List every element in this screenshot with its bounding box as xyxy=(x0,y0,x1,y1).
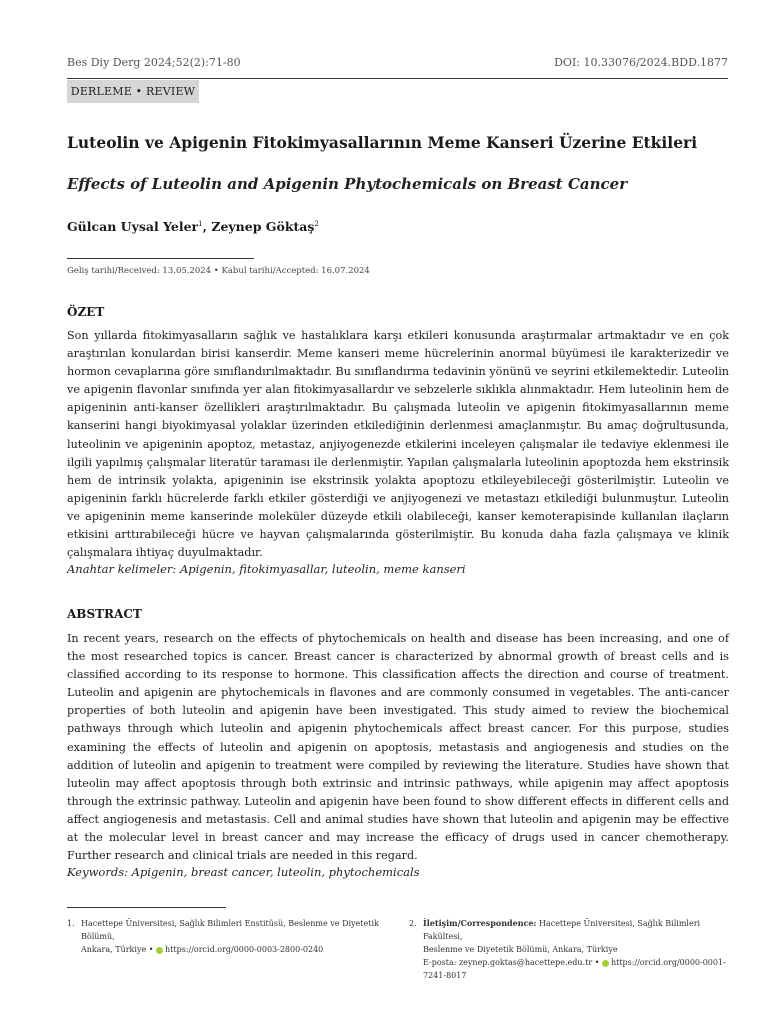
ozet-heading: ÖZET xyxy=(67,305,105,319)
author-1: Gülcan Uysal Yeler xyxy=(67,219,199,234)
orcid-icon xyxy=(602,960,609,967)
footnote-1-orcid-link[interactable]: https://orcid.org/0000-0003-2800-0240 xyxy=(165,945,324,954)
header-rule xyxy=(67,78,728,79)
footnote-2-number: 2. xyxy=(409,919,417,928)
article-type-badge: DERLEME • REVIEW xyxy=(67,80,199,103)
abstract-keywords: Keywords: Apigenin, breast cancer, luteolin, phytochemicals xyxy=(67,865,420,879)
correspondence-label: İletişim/Correspondence: xyxy=(423,918,537,928)
footnote-2-email[interactable]: E-posta: zeynep.goktas@hacettepe.edu.tr • xyxy=(423,958,600,967)
footnote-1-affiliation: Hacettepe Üniversitesi, Sağlık Bilimleri Enstitüsü, Beslenme ve Diyetetik Bölümü, xyxy=(81,919,379,941)
footnote-1 xyxy=(67,917,387,956)
author-1-affiliation: 1 xyxy=(198,219,203,228)
footnote-1-number: 1. xyxy=(67,919,75,928)
journal-reference: Bes Diy Derg 2024;52(2):71-80 xyxy=(67,56,241,69)
orcid-icon xyxy=(156,947,163,954)
footnote-2-department: Beslenme ve Diyetetik Bölümü, Ankara, Türkiye xyxy=(423,945,618,954)
title-english: Effects of Luteolin and Apigenin Phytochemicals on Breast Cancer xyxy=(67,175,628,193)
doi[interactable]: DOI: 10.33076/2024.BDD.1877 xyxy=(554,56,728,69)
title-turkish: Luteolin ve Apigenin Fitokimyasallarının Meme Kanseri Üzerine Etkileri xyxy=(67,133,698,152)
authors xyxy=(67,219,319,234)
author-2: Zeynep Göktaş xyxy=(211,219,315,234)
ozet-text: Son yıllarda fitokimyasalların sağlık ve hastalıklara karşı etkileri konusunda araştırmalar artmaktadır ve en çok araştırılan konulardan birisi kanserdir. Meme kanseri meme hücrelerinin anormal büyümesi ile karakterizedir ve hormon cevaplarına göre sınıflandırılmaktadır. Bu sınıflandırma tedavinin yönünü ve seyrini etkilemektedir. Luteolin ve apigenin flavonlar sınıfında yer alan fitokimyasallardır ve sebzelerle sıklıkla alınmaktadır. Hem luteolinin hem de apigeninin anti-kanser özellikleri araştırılmaktadır. Bu çalışmada luteolin ve apigenin fitokimyasallarının meme kanserini hangi biyokimyasal yolaklar üzerinden etkilediğinin derlenmesi amaçlanmıştır. Bu amaç doğrultusunda, luteolinin ve apigeninin apoptoz, metastaz, anjiyogenezde etkilerini inceleyen çalışmalar ile tedaviye eklenmesi ile ilgili yapılmış çalışmalar literatür taraması ile derlenmiştir. Yapılan çalışmalarla luteolinin apoptozda hem ekstrinsik hem de intrinsik yolakta, apigeninin ise ekstrinsik yolakta apoptozu etkileyebileceği gösterilmiştir. Luteolin ve apigeninin farklı hücrelerde farklı etkiler gösterdiği ve anjiyogenezi ve metastazı etkilediği bulunmuştur. Luteolin ve apigeninin meme kanserinde moleküler düzeyde etkili olabileceği, kanser kemoterapisinde kullanılan ilaçların etkisini arttırabileceği hücre ve hayvan çalışmalarında gösterilmiştir. Bu konuda daha fazla çalışmaya ve klinik çalışmalara ihtiyaç duyulmaktadır. xyxy=(67,329,729,560)
author-separator: , xyxy=(202,219,212,234)
footnote-2 xyxy=(409,917,731,982)
abstract-text: In recent years, research on the effects of phytochemicals on health and disease has been increasing, and one of the most researched topics is cancer. Breast cancer is characterized by abnormal growth of breast cells and is classified according to its response to hormone. This classification affects the direction and course of treatment. Luteolin and apigenin are phytochemicals in flavones and are commonly consumed in vegetables. The anti-cancer properties of both luteolin and apigenin have been investigated. This study aimed to review the biochemical pathways through which luteolin and apigenin phytochemicals affect breast cancer. For this purpose, studies examining the effects of luteolin and apigenin on apoptosis, metastasis and angiogenesis and studies on the addition of luteolin and apigenin to treatment were compiled by reviewing the literature. Studies have shown that luteolin may affect apoptosis through both extrinsic and intrinsic pathways, while apigenin may affect apoptosis through the extrinsic pathway. Luteolin and apigenin have been found to show different effects in different cells and affect angiogenesis and metastasis. Cell and animal studies have shown that luteolin and apigenin may be effective at the molecular level in breast cancer and may increase the efficacy of drugs used in cancer chemotherapy. Further research and clinical trials are needed in this regard. xyxy=(67,632,729,863)
footnote-2-affiliation: Hacettepe Üniversitesi, Sağlık Bilimleri Fakültesi, xyxy=(423,919,701,941)
author-2-affiliation: 2 xyxy=(314,219,319,228)
abstract-heading: ABSTRACT xyxy=(67,607,142,621)
footnote-1-location: Ankara, Türkiye • xyxy=(81,945,154,954)
footnote-rule xyxy=(67,907,226,908)
ozet-keywords: Anahtar kelimeler: Apigenin, fitokimyasallar, luteolin, meme kanseri xyxy=(67,562,466,576)
received-accepted-dates: Geliş tarihi/Received: 13.05.2024 • Kabul tarihi/Accepted: 16.07.2024 xyxy=(67,266,370,276)
dates-rule xyxy=(67,258,254,259)
footnote-2-orcid-link[interactable]: https://orcid.org/0000-0001-7241-8017 xyxy=(423,958,726,980)
